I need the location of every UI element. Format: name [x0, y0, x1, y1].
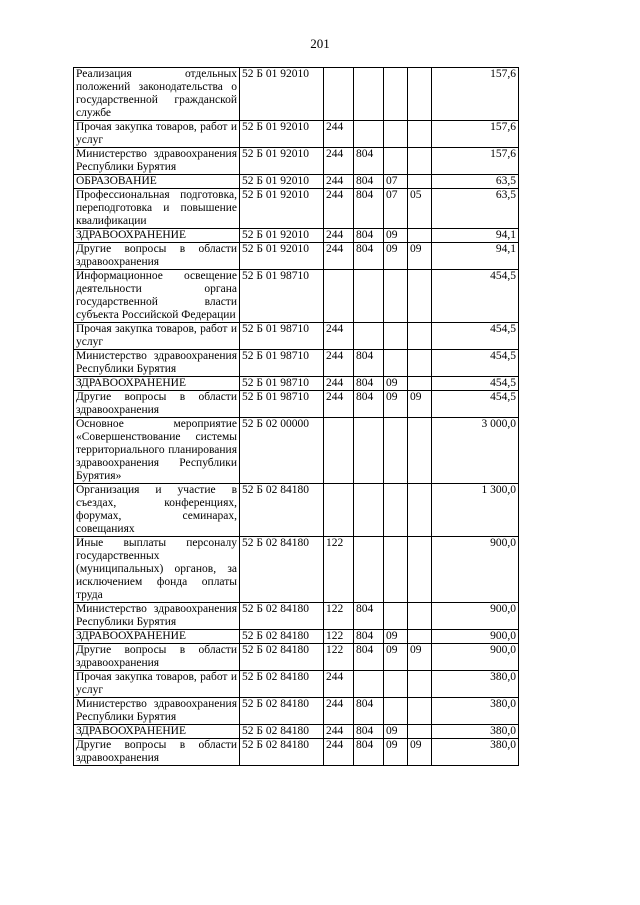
section-cell: 07: [384, 175, 408, 189]
item-name-cell: Профессиональная подготовка, переподготовка и повышение квалификации: [74, 189, 240, 229]
table-row: [74, 243, 519, 270]
table-row: [74, 603, 519, 630]
subsection-cell: [408, 603, 432, 630]
target-article-cell: 52 Б 02 84180: [240, 644, 324, 671]
administrator-code-cell: 804: [354, 243, 384, 270]
section-cell: [384, 350, 408, 377]
section-cell: 09: [384, 243, 408, 270]
expense-type-cell: 122: [324, 644, 354, 671]
item-name-cell: Информационное освещение деятельности органа государственной власти субъекта Российской Федерации: [74, 270, 240, 323]
item-name-cell: Прочая закупка товаров, работ и услуг: [74, 671, 240, 698]
amount-cell: 454,5: [432, 270, 519, 323]
target-article-cell: 52 Б 01 92010: [240, 148, 324, 175]
amount-cell: 157,6: [432, 148, 519, 175]
table-row: [74, 189, 519, 229]
administrator-code-cell: 804: [354, 644, 384, 671]
expense-type-cell: 244: [324, 391, 354, 418]
administrator-code-cell: [354, 418, 384, 484]
administrator-code-cell: 804: [354, 189, 384, 229]
expense-type-cell: 122: [324, 603, 354, 630]
section-cell: [384, 418, 408, 484]
subsection-cell: 09: [408, 739, 432, 766]
expense-type-cell: [324, 484, 354, 537]
table-row: [74, 671, 519, 698]
section-cell: [384, 484, 408, 537]
section-cell: [384, 270, 408, 323]
administrator-code-cell: [354, 537, 384, 603]
section-cell: [384, 537, 408, 603]
table-row: [74, 68, 519, 121]
administrator-code-cell: 804: [354, 377, 384, 391]
table-row: [74, 148, 519, 175]
target-article-cell: 52 Б 01 98710: [240, 391, 324, 418]
subsection-cell: [408, 418, 432, 484]
expense-type-cell: 244: [324, 671, 354, 698]
expense-type-cell: 244: [324, 243, 354, 270]
expense-type-cell: [324, 68, 354, 121]
amount-cell: 3 000,0: [432, 418, 519, 484]
expense-type-cell: [324, 270, 354, 323]
item-name-cell: ЗДРАВООХРАНЕНИЕ: [74, 229, 240, 243]
table-row: [74, 350, 519, 377]
administrator-code-cell: 804: [354, 739, 384, 766]
expense-type-cell: 244: [324, 725, 354, 739]
table-row: [74, 739, 519, 766]
section-cell: [384, 323, 408, 350]
expense-type-cell: 244: [324, 323, 354, 350]
amount-cell: 157,6: [432, 121, 519, 148]
table-row: [74, 644, 519, 671]
item-name-cell: Министерство здравоохранения Республики Бурятия: [74, 350, 240, 377]
table-row: [74, 121, 519, 148]
administrator-code-cell: [354, 671, 384, 698]
item-name-cell: Министерство здравоохранения Республики Бурятия: [74, 698, 240, 725]
section-cell: 09: [384, 725, 408, 739]
expense-type-cell: 244: [324, 698, 354, 725]
expense-type-cell: 244: [324, 739, 354, 766]
target-article-cell: 52 Б 01 98710: [240, 350, 324, 377]
budget-table: [73, 67, 519, 766]
section-cell: 09: [384, 644, 408, 671]
expense-type-cell: 244: [324, 175, 354, 189]
target-article-cell: 52 Б 02 84180: [240, 537, 324, 603]
subsection-cell: [408, 270, 432, 323]
target-article-cell: 52 Б 02 00000: [240, 418, 324, 484]
expense-type-cell: 244: [324, 148, 354, 175]
table-row: [74, 229, 519, 243]
expense-type-cell: 244: [324, 189, 354, 229]
item-name-cell: ЗДРАВООХРАНЕНИЕ: [74, 630, 240, 644]
item-name-cell: ЗДРАВООХРАНЕНИЕ: [74, 725, 240, 739]
subsection-cell: [408, 377, 432, 391]
item-name-cell: Министерство здравоохранения Республики Бурятия: [74, 148, 240, 175]
administrator-code-cell: 804: [354, 229, 384, 243]
item-name-cell: Другие вопросы в области здравоохранения: [74, 243, 240, 270]
section-cell: 09: [384, 630, 408, 644]
subsection-cell: [408, 484, 432, 537]
administrator-code-cell: 804: [354, 603, 384, 630]
table-row: [74, 537, 519, 603]
subsection-cell: [408, 121, 432, 148]
item-name-cell: ЗДРАВООХРАНЕНИЕ: [74, 377, 240, 391]
table-row: [74, 698, 519, 725]
administrator-code-cell: 804: [354, 725, 384, 739]
subsection-cell: [408, 725, 432, 739]
expense-type-cell: 244: [324, 350, 354, 377]
amount-cell: 63,5: [432, 175, 519, 189]
amount-cell: 94,1: [432, 229, 519, 243]
item-name-cell: Другие вопросы в области здравоохранения: [74, 739, 240, 766]
administrator-code-cell: [354, 484, 384, 537]
target-article-cell: 52 Б 02 84180: [240, 698, 324, 725]
amount-cell: 454,5: [432, 323, 519, 350]
item-name-cell: ОБРАЗОВАНИЕ: [74, 175, 240, 189]
amount-cell: 63,5: [432, 189, 519, 229]
page-number: 201: [310, 36, 330, 51]
expense-type-cell: 122: [324, 630, 354, 644]
target-article-cell: 52 Б 01 98710: [240, 270, 324, 323]
item-name-cell: Прочая закупка товаров, работ и услуг: [74, 323, 240, 350]
item-name-cell: Прочая закупка товаров, работ и услуг: [74, 121, 240, 148]
subsection-cell: 09: [408, 243, 432, 270]
amount-cell: 157,6: [432, 68, 519, 121]
administrator-code-cell: 804: [354, 350, 384, 377]
target-article-cell: 52 Б 02 84180: [240, 739, 324, 766]
amount-cell: 900,0: [432, 630, 519, 644]
item-name-cell: Министерство здравоохранения Республики Бурятия: [74, 603, 240, 630]
section-cell: [384, 603, 408, 630]
expense-type-cell: 244: [324, 121, 354, 148]
table-row: [74, 323, 519, 350]
table-row: [74, 484, 519, 537]
amount-cell: 900,0: [432, 603, 519, 630]
subsection-cell: 09: [408, 644, 432, 671]
subsection-cell: [408, 671, 432, 698]
section-cell: 09: [384, 739, 408, 766]
section-cell: 09: [384, 391, 408, 418]
section-cell: [384, 148, 408, 175]
item-name-cell: Другие вопросы в области здравоохранения: [74, 644, 240, 671]
amount-cell: 94,1: [432, 243, 519, 270]
section-cell: 09: [384, 229, 408, 243]
item-name-cell: Другие вопросы в области здравоохранения: [74, 391, 240, 418]
administrator-code-cell: 804: [354, 148, 384, 175]
amount-cell: 1 300,0: [432, 484, 519, 537]
administrator-code-cell: [354, 323, 384, 350]
expense-type-cell: 122: [324, 537, 354, 603]
amount-cell: 454,5: [432, 350, 519, 377]
subsection-cell: 05: [408, 189, 432, 229]
subsection-cell: [408, 350, 432, 377]
target-article-cell: 52 Б 01 92010: [240, 189, 324, 229]
amount-cell: 380,0: [432, 698, 519, 725]
expense-type-cell: 244: [324, 229, 354, 243]
target-article-cell: 52 Б 01 92010: [240, 68, 324, 121]
target-article-cell: 52 Б 01 98710: [240, 323, 324, 350]
subsection-cell: [408, 175, 432, 189]
table-row: [74, 418, 519, 484]
subsection-cell: 09: [408, 391, 432, 418]
target-article-cell: 52 Б 02 84180: [240, 630, 324, 644]
amount-cell: 380,0: [432, 725, 519, 739]
subsection-cell: [408, 68, 432, 121]
subsection-cell: [408, 537, 432, 603]
expense-type-cell: [324, 418, 354, 484]
target-article-cell: 52 Б 01 92010: [240, 175, 324, 189]
target-article-cell: 52 Б 01 98710: [240, 377, 324, 391]
target-article-cell: 52 Б 01 92010: [240, 243, 324, 270]
target-article-cell: 52 Б 02 84180: [240, 671, 324, 698]
item-name-cell: Иные выплаты персоналу государственных (муниципальных) органов, за исключением фонда оплаты труда: [74, 537, 240, 603]
section-cell: [384, 698, 408, 725]
subsection-cell: [408, 630, 432, 644]
administrator-code-cell: [354, 121, 384, 148]
table-body: [74, 68, 519, 766]
item-name-cell: Реализация отдельных положений законодательства о государственной гражданской службе: [74, 68, 240, 121]
table-row: [74, 630, 519, 644]
amount-cell: 900,0: [432, 644, 519, 671]
section-cell: 07: [384, 189, 408, 229]
subsection-cell: [408, 148, 432, 175]
administrator-code-cell: 804: [354, 391, 384, 418]
table-row: [74, 270, 519, 323]
expense-type-cell: 244: [324, 377, 354, 391]
amount-cell: 900,0: [432, 537, 519, 603]
administrator-code-cell: 804: [354, 630, 384, 644]
section-cell: [384, 121, 408, 148]
subsection-cell: [408, 229, 432, 243]
amount-cell: 380,0: [432, 739, 519, 766]
item-name-cell: Основное мероприятие «Совершенствование системы территориального планирования здравоохранения Республики Бурятия»: [74, 418, 240, 484]
table-row: [74, 391, 519, 418]
administrator-code-cell: 804: [354, 175, 384, 189]
administrator-code-cell: [354, 68, 384, 121]
target-article-cell: 52 Б 02 84180: [240, 484, 324, 537]
item-name-cell: Организация и участие в съездах, конференциях, форумах, семинарах, совещаниях: [74, 484, 240, 537]
subsection-cell: [408, 698, 432, 725]
amount-cell: 380,0: [432, 671, 519, 698]
section-cell: [384, 68, 408, 121]
section-cell: [384, 671, 408, 698]
table-row: [74, 377, 519, 391]
table-row: [74, 175, 519, 189]
target-article-cell: 52 Б 02 84180: [240, 603, 324, 630]
table-row: [74, 725, 519, 739]
target-article-cell: 52 Б 02 84180: [240, 725, 324, 739]
amount-cell: 454,5: [432, 391, 519, 418]
target-article-cell: 52 Б 01 92010: [240, 121, 324, 148]
subsection-cell: [408, 323, 432, 350]
administrator-code-cell: 804: [354, 698, 384, 725]
administrator-code-cell: [354, 270, 384, 323]
section-cell: 09: [384, 377, 408, 391]
amount-cell: 454,5: [432, 377, 519, 391]
target-article-cell: 52 Б 01 92010: [240, 229, 324, 243]
